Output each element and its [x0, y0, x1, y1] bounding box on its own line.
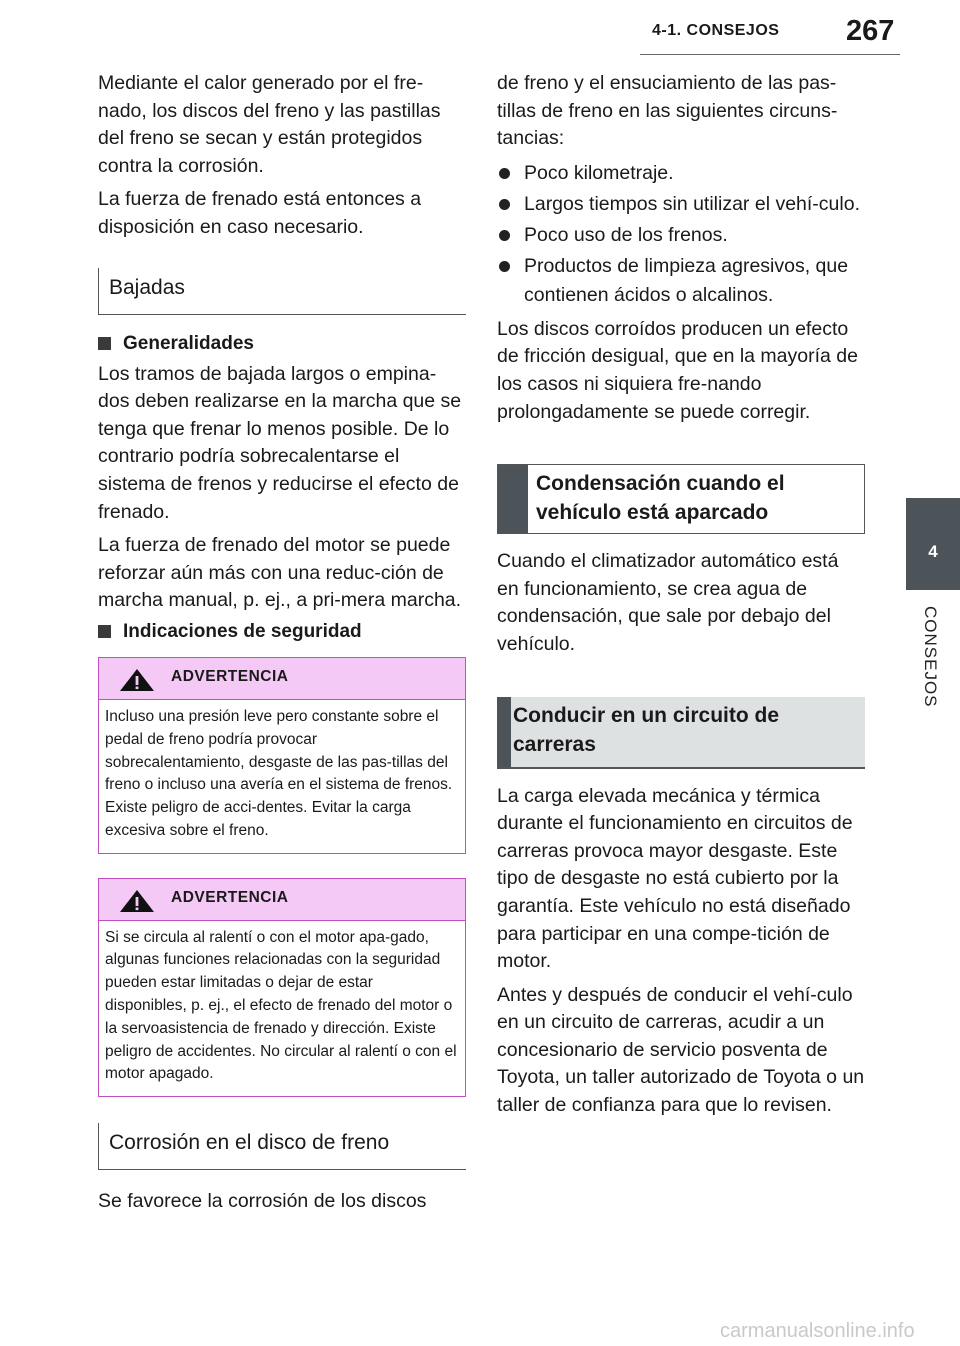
- square-bullet-icon: [98, 625, 111, 638]
- circuito-paragraph-1: La carga elevada mecánica y térmica durante el funcionamiento en circuitos de carreras provoca mayor desgaste. Este tipo de desgaste no está cubierto por la garantía. Este vehículo no está diseñado para participar en una compe-tición de motor.: [497, 784, 853, 973]
- subheading-generalidades: [98, 333, 466, 355]
- warning-header: [99, 879, 465, 921]
- header-divider: [640, 54, 900, 55]
- intro-paragraph-1: Mediante el calor generado por el fre-nado, los discos del freno y las pastillas del freno se secan y están protegidos contra la corrosión.: [98, 72, 441, 177]
- warning-triangle-icon: [119, 889, 155, 913]
- heading-circuito: [497, 697, 865, 769]
- warning-title: ADVERTENCIA: [171, 888, 289, 906]
- list-item: Poco uso de los frenos.: [497, 221, 865, 250]
- heading-text: Conducir en un circuito de carreras: [513, 703, 780, 756]
- warning-title: ADVERTENCIA: [171, 667, 289, 685]
- heading-accent-bar: [498, 465, 528, 533]
- corroded-discs-paragraph: Los discos corroídos producen un efecto de fricción desigual, que en la mayoría de los casos ni siquiera fre-nando prolongadamente se puede corregir.: [497, 317, 858, 423]
- page-number: 267: [846, 15, 895, 47]
- right-column: [497, 70, 865, 1126]
- list-item: Poco kilometraje.: [497, 159, 865, 188]
- heading-condensacion: [497, 464, 865, 534]
- subheading-text: Indicaciones de seguridad: [123, 620, 362, 642]
- intro-paragraph-2: La fuerza de frenado está entonces a disposición en caso necesario.: [98, 188, 422, 238]
- circumstances-list: [497, 159, 865, 310]
- corrosion-paragraph-1: Se favorece la corrosión de los discos: [98, 1190, 427, 1213]
- condensacion-paragraph: Cuando el climatizador automático está en funcionamiento, se crea agua de condensación, que sale por debajo del vehículo.: [497, 550, 839, 655]
- warning-text: Incluso una presión leve pero constante sobre el pedal de freno podría provocar sobrecalentamiento, desgaste de las pas-tillas del freno o incluso una avería en el sistema de frenos. Existe peligro de acci-dentes. Evitar la carga excesiva sobre el freno.: [105, 707, 453, 839]
- list-item: Productos de limpieza agresivos, que contienen ácidos o alcalinos.: [497, 252, 865, 310]
- square-bullet-icon: [98, 337, 111, 350]
- watermark: carmanualsonline.info: [720, 1320, 915, 1342]
- generalidades-paragraph-2: La fuerza de frenado del motor se puede reforzar aún más con una reduc-ción de marcha manual, p. ej., a pri-mera marcha.: [98, 534, 462, 612]
- continuation-paragraph: de freno y el ensuciamiento de las pas-tillas de freno en las siguientes circuns-tancias:: [497, 72, 838, 150]
- warning-box-2: [98, 878, 466, 1098]
- list-item: Largos tiempos sin utilizar el vehí-culo.: [497, 190, 865, 219]
- left-column: [98, 70, 466, 1222]
- section-heading-corrosion: Corrosión en el disco de freno: [98, 1123, 466, 1170]
- heading-text: Condensación cuando el vehículo está aparcado: [536, 472, 785, 525]
- page-header: [0, 0, 960, 60]
- warning-box-1: [98, 657, 466, 854]
- warning-text: Si se circula al ralentí o con el motor apa-gado, algunas funciones relacionadas con la seguridad pueden estar limitadas o dejar de estar disponibles, p. ej., el efecto de frenado del motor o la servoasistencia de frenado y dirección. Existe peligro de accidentes. No circular al ralentí o con el motor apagado.: [105, 928, 457, 1083]
- circuito-paragraph-2: Antes y después de conducir el vehí-culo en un circuito de carreras, acudir a un concesionario de servicio posventa de Toyota, un taller autorizado de Toyota o un taller de confianza para que lo revisen.: [497, 983, 865, 1117]
- section-heading-bajadas: Bajadas: [98, 268, 466, 315]
- warning-header: [99, 658, 465, 700]
- warning-triangle-icon: [119, 668, 155, 692]
- section-title: 4-1. CONSEJOS: [652, 22, 780, 39]
- subheading-text: Generalidades: [123, 332, 254, 354]
- generalidades-paragraph-1: Los tramos de bajada largos o empina-dos deben realizarse en la marcha que se tenga que frenar lo menos posible. De lo contrario podría sobrecalentarse el sistema de frenos y reducirse el efecto de frenado.: [98, 362, 462, 523]
- heading-accent-bar: [497, 697, 511, 767]
- chapter-label: CONSEJOS: [921, 606, 940, 708]
- chapter-tab: 4: [906, 498, 960, 590]
- subheading-indicaciones: [98, 621, 466, 643]
